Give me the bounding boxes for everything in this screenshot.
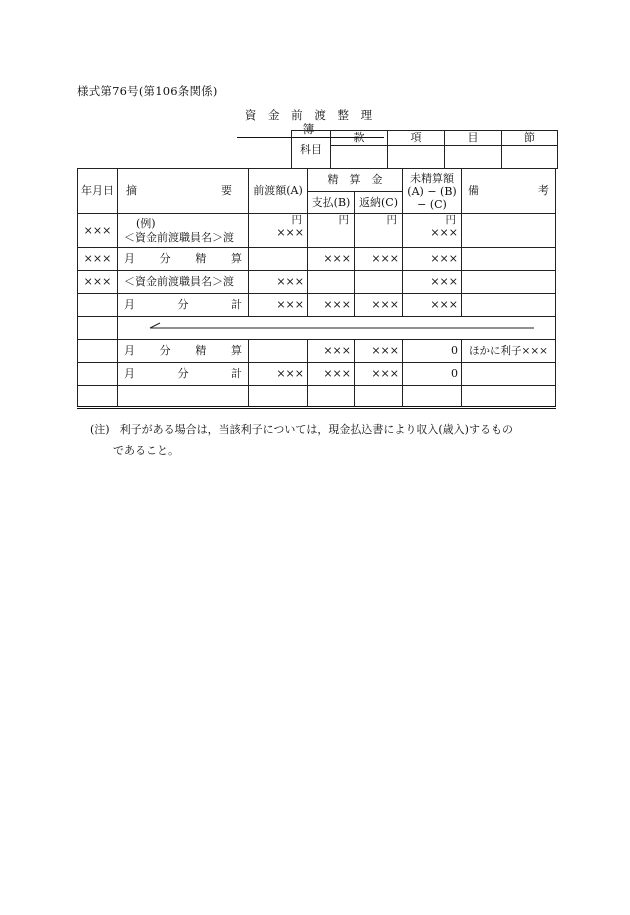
table-row [78,363,556,386]
subject-label: 科目 [292,131,331,169]
row-unsettled: ××× [403,271,462,294]
subject-kou-value [388,146,445,169]
unit-label: 円 [338,214,349,226]
row-advance [249,214,308,248]
row-payment: ××× [308,248,355,271]
row-payment: ××× [308,340,355,363]
row-unsettled [403,214,462,248]
row-unsettled: ××× [403,248,462,271]
row-remarks [462,363,556,386]
summary-part: 月 [124,367,135,380]
row-payment [308,214,355,248]
header-summary-left: 摘 [126,184,137,197]
row-unsettled-value: ××× [430,226,458,239]
row-date [78,363,118,386]
row-advance-value: ××× [276,226,304,239]
document-title: 資 金 前 渡 整 理 簿 [237,108,384,138]
subject-kan-value [331,146,388,169]
header-advance: 前渡額(A) [249,169,308,214]
row-date: ××× [78,271,118,294]
summary-part: 算 [230,344,242,357]
row-summary-example: (例) [136,216,156,230]
row-remarks [462,294,556,317]
row-summary [118,340,249,363]
row-refund: ××× [355,340,403,363]
subject-moku-value [445,146,502,169]
subject-kou-header: 項 [388,131,445,146]
header-remarks-right: 考 [538,184,549,197]
subject-kan-header: 款 [331,131,388,146]
row-summary [118,248,249,271]
header-refund: 返納(C) [355,192,403,214]
row-unsettled: 0 [403,363,462,386]
header-unsettled-line2: (A) − (B) [407,184,457,198]
row-remarks [462,271,556,294]
summary-part: 月 [124,252,135,265]
row-advance: ××× [249,271,308,294]
footnote [90,419,513,461]
row-refund: ××× [355,294,403,317]
row-advance [249,248,308,271]
row-advance [249,340,308,363]
row-summary: ＜資金前渡職員名＞渡 [118,271,249,294]
header-remarks [462,169,556,214]
separator-date-cell [78,317,118,340]
empty-cell [403,386,462,408]
footnote-line1: 利子がある場合は，当該利子については，現金払込書により収入(歳入)するもの [119,423,513,436]
separator-row [78,317,556,340]
empty-cell [118,386,249,408]
empty-cell [249,386,308,408]
row-advance: ××× [249,363,308,386]
unit-label: 円 [291,214,302,226]
header-summary-right: 要 [221,184,232,197]
row-summary [118,214,249,248]
footnote-line2: であること。 [113,444,179,457]
row-advance: ××× [249,294,308,317]
summary-part: 分 [159,344,171,357]
row-date: ××× [78,248,118,271]
row-summary [118,363,249,386]
row-date [78,294,118,317]
unit-label: 円 [386,214,397,226]
row-unsettled: 0 [403,340,462,363]
table-row [78,386,556,408]
summary-part: 計 [231,367,242,380]
row-payment: ××× [308,294,355,317]
empty-cell [78,386,118,408]
summary-part: 月 [124,344,135,357]
subject-moku-header: 目 [445,131,502,146]
header-unsettled-line3: − (C) [417,197,447,211]
summary-part: 算 [230,252,242,265]
row-remarks [462,214,556,248]
empty-cell [462,386,556,408]
summary-part: 分 [159,252,171,265]
summary-part: 月 [124,298,135,311]
row-summary-text: ＜資金前渡職員名＞渡 [124,230,234,244]
table-row [78,294,556,317]
row-refund: ××× [355,363,403,386]
empty-cell [355,386,403,408]
row-remarks: ほかに利子××× [462,340,556,363]
header-settlement: 精 算 金 [308,169,403,192]
row-refund: ××× [355,248,403,271]
row-date [78,340,118,363]
row-summary [118,294,249,317]
summary-part: 精 [195,344,207,357]
ledger-table [77,168,556,409]
header-unsettled-line1: 未精算額 [410,171,454,185]
summary-part: 精 [195,252,207,265]
table-row [78,214,556,248]
header-unsettled [403,169,462,214]
summary-part: 計 [231,298,242,311]
footnote-label: (注) [90,423,110,436]
row-remarks [462,248,556,271]
row-unsettled: ××× [403,294,462,317]
row-refund [355,271,403,294]
empty-cell [308,386,355,408]
row-date: ××× [78,214,118,248]
header-summary [118,169,249,214]
subject-table [291,130,558,169]
summary-part: 分 [177,298,189,311]
subject-setsu-header: 節 [502,131,558,146]
table-row [78,271,556,294]
table-row [78,340,556,363]
header-payment: 支払(B) [308,192,355,214]
form-number: 様式第76号(第106条関係) [77,84,218,98]
row-payment [308,271,355,294]
separator-rule [118,317,538,339]
separator-cell [118,317,556,340]
table-row [78,248,556,271]
summary-part: 分 [177,367,189,380]
header-date: 年月日 [78,169,118,214]
subject-setsu-value [502,146,558,169]
row-payment: ××× [308,363,355,386]
unit-label: 円 [445,214,456,226]
row-refund [355,214,403,248]
header-remarks-left: 備 [468,184,479,197]
